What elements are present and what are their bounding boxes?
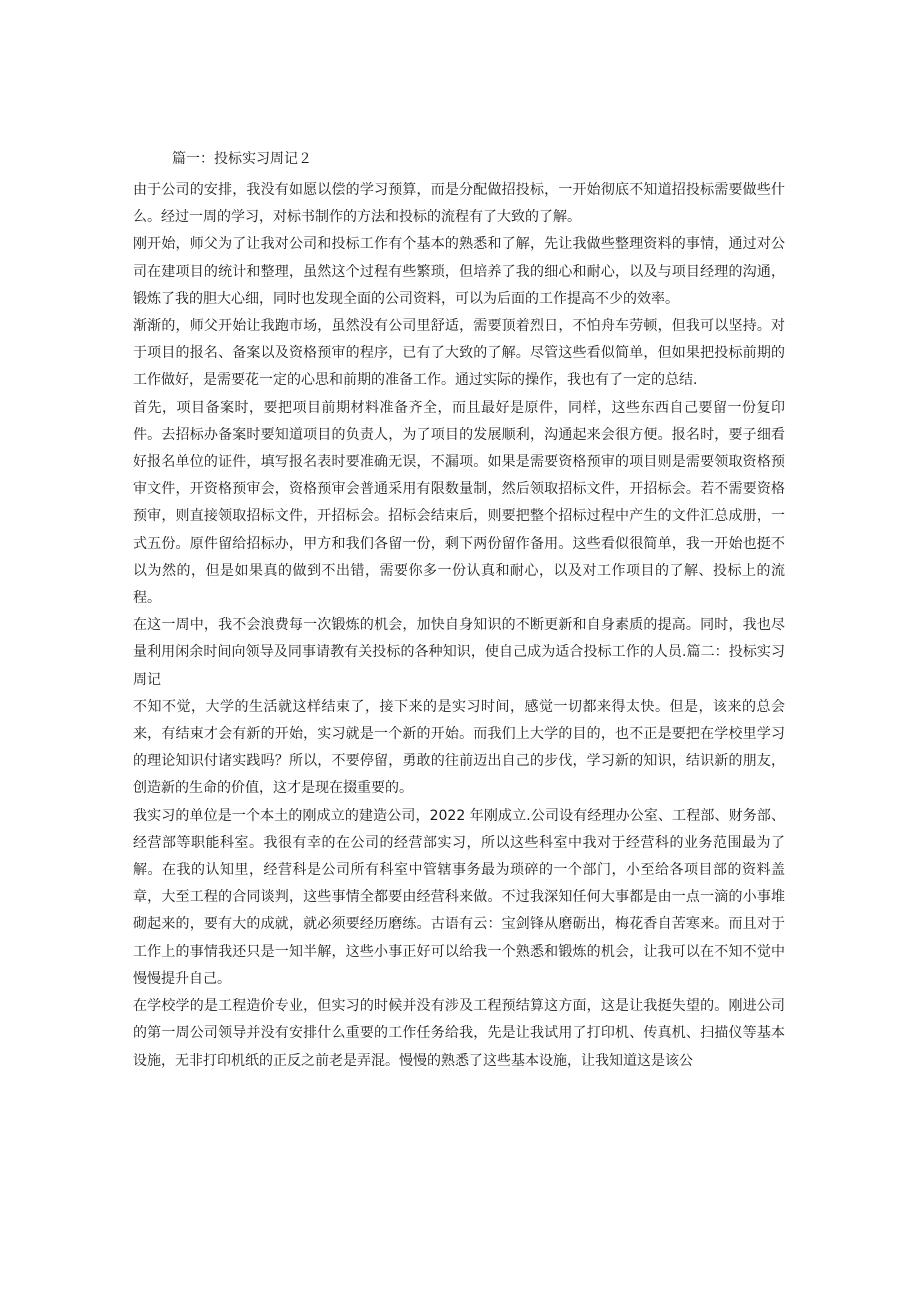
paragraph: 刚开始，师父为了让我对公司和投标工作有个基本的熟悉和了解，先让我做些整理资料的事情，通过对公司在建项目的统计和整理，虽然这个过程有些繁琐，但培养了我的细心和耐心，以及与项目经理的沟通，锻炼了我的胆大心细，同时也发现全面的公司资料，可以为后面的工作提高不少的效率。 [133,236,785,307]
paragraph: 在学校学的是工程造价专业，但实习的时候并没有涉及工程预结算这方面，这是让我挺失望的。刚进公司的第一周公司领导并没有安排什么重要的工作任务给我，先是让我试用了打印机、传真机、扫描仪等基本设施，无非打印机纸的正反之前老是弄混。慢慢的熟悉了这些基本设施，让我知道这是该公 [133,998,785,1069]
document-title: 篇一：投标实习周记２ [172,151,312,167]
paragraph: 在这一周中，我不会浪费每一次锻炼的机会，加快自身知识的不断更新和自身素质的提高。同时，我也尽量利用闲余时间向领导及同事请教有关投标的各种知识，使自己成为适合投标工作的人员.篇二：投标实习周记 [133,617,785,688]
paragraph: 由于公司的安排，我没有如愿以偿的学习预算，而是分配做招投标，一开始彻底不知道招投标需要做些什么。经过一周的学习，对标书制作的方法和投标的流程有了大致的了解。 [133,182,785,226]
paragraph: 不知不觉，大学的生活就这样结束了，接下来的是实习时间，感觉一切都来得太快。但是，该来的总会来，有结束才会有新的开始，实习就是一个新的开始。而我们上大学的目的，也不正是要把在学校里学习的理论知识付诸实践吗？所以，不要停留，勇敢的往前迈出自己的步伐，学习新的知识，结识新的朋友，创造新的生命的价值，这才是现在掇重要的。 [133,698,785,797]
document-body [133,177,785,1075]
paragraph: 渐渐的，师父开始让我跑市场，虽然没有公司里舒适，需要顶着烈日，不怕舟车劳顿，但我可以坚持。对于项目的报名、备案以及资格预审的程序，已有了大致的了解。尽管这些看似简单，但如果把投标前期的工作做好，是需要花一定的心思和前期的准备工作。通过实际的操作，我也有了一定的总结. [133,318,785,389]
paragraph: 首先，项目备案时，要把项目前期材料准备齐全，而且最好是原件，同样，这些东西自己要留一份复印件。去招标办备案时要知道项目的负责人，为了项目的发展顺利，沟通起来会很方便。报名时，要子细看好报名单位的证件，填写报名表时要准确无误，不漏项。如果是需要资格预审的项目则是需要领取资格预审文件，开资格预审会，资格预审会普通采用有限数量制，然后领取招标文件，开招标会。若不需要资格预审，则直接领取招标文件，开招标会。招标会结束后，则要把整个招标过程中产生的文件汇总成册，一式五份。原件留给招标办，甲方和我们各留一份，剩下两份留作备用。这些看似很简单，我一开始也挺不以为然的，但是如果真的做到不出错，需要你多一份认真和耐心，以及对工作项目的了解、投标上的流程。 [133,399,785,607]
paragraph: 我实习的单位是一个本土的刚成立的建造公司，2022 年刚成立.公司设有经理办公室、工程部、财务部、经营部等职能科室。我很有幸的在公司的经营部实习，所以这些科室中我对于经营科的业务范围最为了解。在我的认知里，经营科是公司所有科室中管辖事务最为琐碎的一个部门，小至给各项目部的资料盖章，大至工程的合同谈判，这些事情全都要由经营科来做。不过我深知任何大事都是由一点一滴的小事堆砌起来的，要有大的成就，就必须要经历磨练。古语有云：宝剑锋从磨砺出，梅花香自苦寒来。而且对于工作上的事情我还只是一知半解，这些小事正好可以给我一个熟悉和锻炼的机会，让我可以在不知不觉中慢慢提升自己。 [133,807,785,987]
